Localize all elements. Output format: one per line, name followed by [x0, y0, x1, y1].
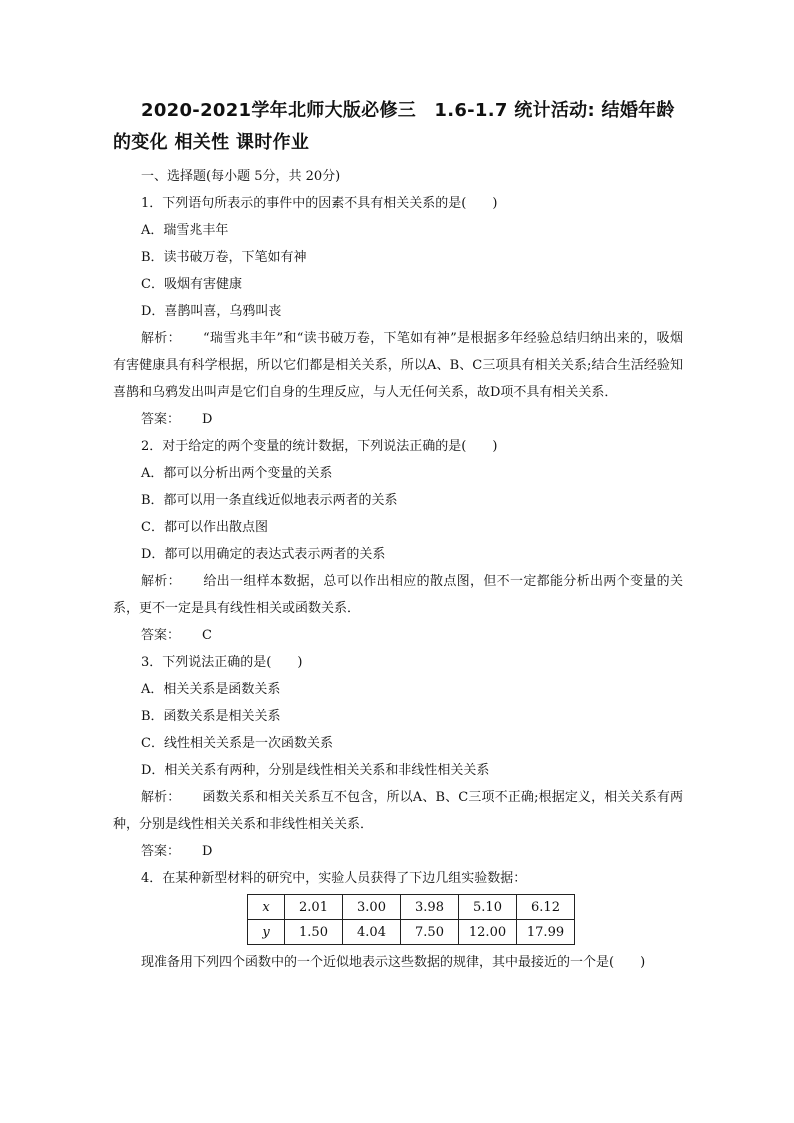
question-3 [113, 649, 683, 865]
answer-line [113, 406, 683, 433]
answer-value: D [202, 844, 213, 859]
answer-value: C [202, 628, 212, 643]
option-a: A．瑞雪兆丰年 [141, 223, 229, 238]
option-b: B．读书破万卷，下笔如有神 [141, 250, 307, 265]
document-title: 2020-2021学年北师大版必修三 1.6-1.7 统计活动: 结婚年龄的变化 相关性 课时作业 [113, 100, 675, 153]
option-c: C．线性相关关系是一次函数关系 [141, 736, 333, 751]
table-cell: 1.50 [285, 920, 343, 945]
option-a: A．相关关系是函数关系 [141, 682, 281, 697]
table-cell: 3.00 [343, 895, 401, 920]
question-stem: 1．下列语句所表示的事件中的因素不具有相关关系的是( ) [141, 196, 498, 211]
analysis-paragraph [113, 568, 683, 622]
answer-line [113, 622, 683, 649]
option-c: C．吸烟有害健康 [141, 277, 242, 292]
table-cell: 5.10 [459, 895, 517, 920]
answer-value: D [202, 412, 213, 427]
row-header-x: x [248, 895, 285, 920]
experiment-data-table [247, 894, 575, 945]
analysis-label: 解析： [141, 331, 181, 346]
answer-label: 答案： [141, 844, 181, 859]
answer-label: 答案： [141, 628, 181, 643]
option-b: B．都可以用一条直线近似地表示两者的关系 [141, 493, 398, 508]
question-stem: 2．对于给定的两个变量的统计数据，下列说法正确的是( ) [141, 439, 498, 454]
table-cell: 12.00 [459, 920, 517, 945]
answer-line [113, 838, 683, 865]
question-1 [113, 190, 683, 433]
question-stem: 3．下列说法正确的是( ) [141, 655, 303, 670]
analysis-paragraph [113, 325, 683, 406]
table-cell: 7.50 [401, 920, 459, 945]
option-a: A．都可以分析出两个变量的关系 [141, 466, 333, 481]
analysis-text: 函数关系和相关关系互不包含，所以A、B、C三项不正确;根据定义，相关关系有两种，分别是线性相关关系和非线性相关关系． [113, 790, 683, 832]
analysis-text: 给出一组样本数据，总可以作出相应的散点图，但不一定都能分析出两个变量的关系，更不一定是具有线性相关或函数关系． [113, 574, 683, 616]
table-cell: 6.12 [517, 895, 575, 920]
question-4 [113, 865, 683, 976]
question-2 [113, 433, 683, 649]
document-page [113, 95, 683, 976]
analysis-text: “瑞雪兆丰年”和“读书破万卷，下笔如有神”是根据多年经验总结归纳出来的，吸烟有害健康具有科学根据，所以它们都是相关关系，所以A、B、C三项具有相关关系;结合生活经验知喜鹊和乌鸦发出叫声是它们自身的生理反应，与人无任何关系，故D项不具有相关关系． [113, 331, 683, 400]
option-d: D．都可以用确定的表达式表示两者的关系 [141, 547, 386, 562]
option-d: D．喜鹊叫喜，乌鸦叫丧 [141, 304, 282, 319]
option-b: B．函数关系是相关关系 [141, 709, 281, 724]
table-cell: 17.99 [517, 920, 575, 945]
table-cell: 2.01 [285, 895, 343, 920]
answer-label: 答案： [141, 412, 181, 427]
option-c: C．都可以作出散点图 [141, 520, 268, 535]
analysis-label: 解析： [141, 574, 181, 589]
option-d: D．相关关系有两种，分别是线性相关关系和非线性相关关系 [141, 763, 490, 778]
question-tail: 现准备用下列四个函数中的一个近似地表示这些数据的规律，其中最接近的一个是( ) [141, 955, 646, 970]
section-heading: 一、选择题(每小题 5分，共 20分) [141, 169, 341, 184]
row-header-y: y [248, 920, 285, 945]
table-row [248, 920, 575, 945]
analysis-label: 解析： [141, 790, 181, 805]
table-cell: 3.98 [401, 895, 459, 920]
question-stem: 4．在某种新型材料的研究中，实验人员获得了下边几组实验数据： [141, 871, 527, 886]
table-cell: 4.04 [343, 920, 401, 945]
table-row [248, 895, 575, 920]
analysis-paragraph [113, 784, 683, 838]
